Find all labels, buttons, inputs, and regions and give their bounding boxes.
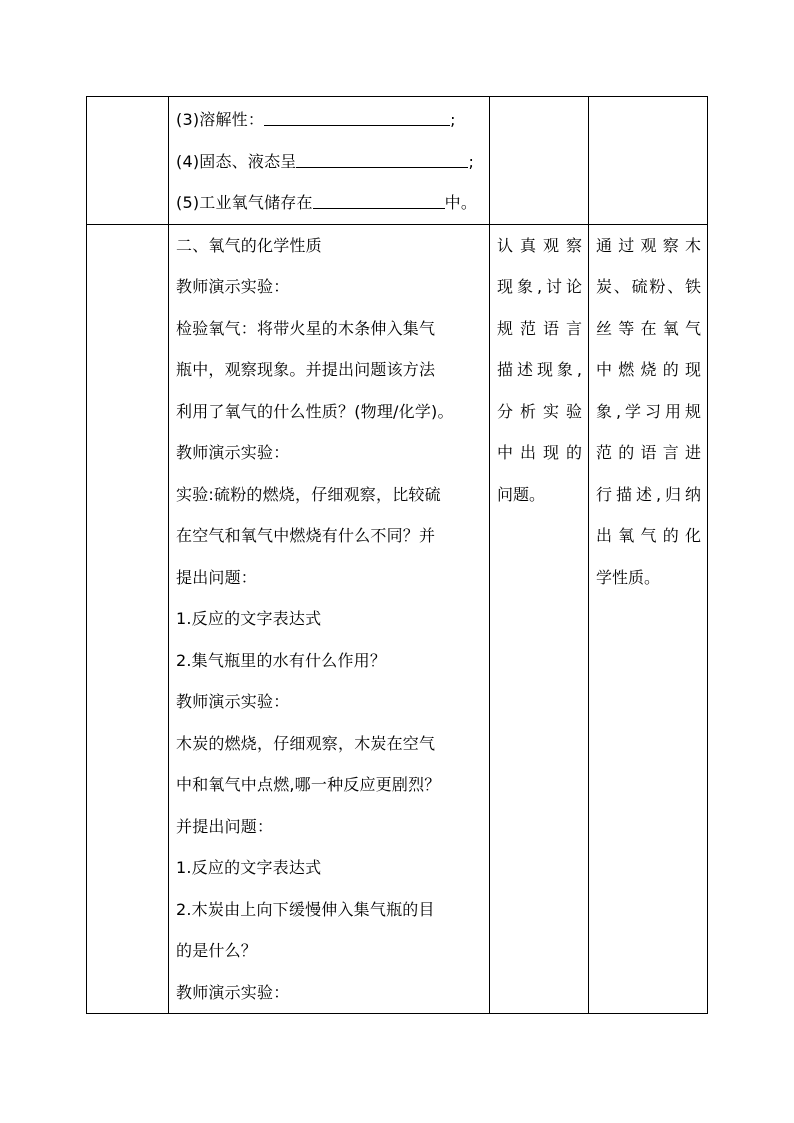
line-suffix: ; [468,151,475,171]
content-line: 提出问题： [176,567,258,587]
content-line [176,182,485,224]
content-line: 2.集气瓶里的水有什么作用？ [176,650,387,670]
content-line: 在空气和氧气中燃烧有什么不同？并 [176,526,436,545]
content-cell [169,97,490,225]
student-activity-line: 中出现的 [497,443,582,462]
student-activity-line: 描述现象, [497,360,582,379]
line-text: (3)溶解性： [176,110,265,129]
content-line: 利用了氧气的什么性质？(物理/化学)。 [176,401,454,421]
content-line: 1.反应的文字表达式 [176,609,322,628]
fill-blank [296,153,468,168]
content-line: 木炭的燃烧，仔细观察，木炭在空气 [176,733,436,753]
content-line: 瓶中，观察现象。并提出问题该方法 [176,360,436,379]
content-line: 检验氧气：将带火星的木条伸入集气 [176,318,436,338]
design-intent-line: 中燃烧的现 [596,360,701,379]
design-intent-line: 炭、硫粉、铁 [596,277,701,296]
student-activity-line: 分析实验 [497,401,582,421]
content-line: 1.反应的文字表达式 [176,858,322,877]
content-line: 教师演示实验： [176,982,290,1002]
content-line: 中和氧气中点燃,哪一种反应更剧烈？ [176,775,441,794]
student-activity-line: 认真观察 [497,235,582,255]
content-line: 教师演示实验： [176,443,290,462]
stage-cell [87,97,169,225]
design-intent-line: 通过观察木 [596,235,701,255]
lesson-plan-table [86,96,708,1014]
line-text: (5)工业氧气储存在 [176,193,313,212]
student-activity-line: 现象,讨论 [497,277,582,296]
fill-blank [313,194,445,209]
fill-blank [264,111,450,126]
content-line: 实验:硫粉的燃烧，仔细观察，比较硫 [176,484,441,504]
table-row [87,97,708,225]
content-line: 二、氧气的化学性质 [176,235,322,255]
content-line: 的是什么？ [176,941,258,960]
content-line [176,141,485,183]
line-suffix: 中。 [444,193,478,212]
content-cell [169,224,490,1014]
content-line [176,99,485,141]
student-activity-cell [490,97,589,225]
student-activity-cell [490,224,589,1014]
design-intent-line: 出氧气的化 [596,526,701,545]
design-intent-cell [589,97,708,225]
design-intent-cell [589,224,708,1014]
content-line: 并提出问题： [176,816,274,836]
stage-cell [87,224,169,1014]
content-line: 教师演示实验： [176,277,290,296]
design-intent-line: 范的语言进 [596,443,701,462]
design-intent-line: 象,学习用规 [596,401,701,421]
content-line: 2.木炭由上向下缓慢伸入集气瓶的目 [176,899,435,919]
design-intent-line: 行描述,归纳 [596,484,701,504]
line-suffix: ; [450,110,456,129]
content-line: 教师演示实验： [176,692,290,711]
table-row [87,224,708,1014]
student-activity-line: 问题。 [497,484,546,504]
design-intent-line: 学性质。 [596,567,661,587]
line-text: (4)固态、液态呈 [176,151,297,171]
student-activity-line: 规范语言 [497,318,582,338]
design-intent-line: 丝等在氧气 [596,318,701,338]
